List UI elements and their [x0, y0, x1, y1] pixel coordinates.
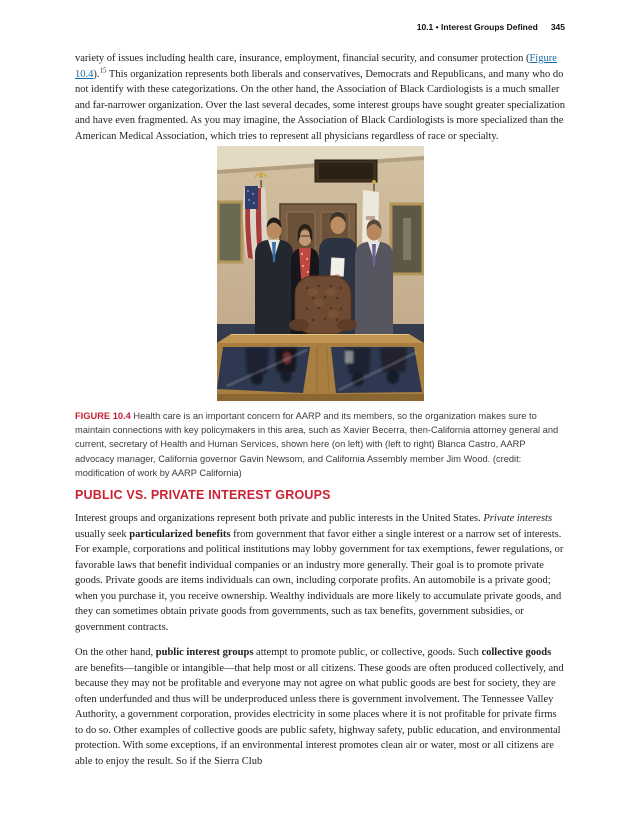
footnote-ref-15[interactable]: 15: [99, 66, 107, 74]
paragraph-text: variety of issues including health care, insurance, employment, financial security, and consumer protection (: [75, 53, 530, 64]
paragraph-text: ).: [93, 68, 100, 80]
running-head: [417, 22, 565, 32]
figure-10-4-link[interactable]: Figure 10.4: [75, 53, 557, 80]
figure-caption-text: Health care is an important concern for AARP and its members, so the organization makes sure to maintain connections with key policymakers in this area, such as Xavier Becerra, then-California attorney general and current, secretary of Health and Human Services, shown here (on left) with (left to right) Blanca Castro, AARP advocacy manager, California governor Gavin Newsom, and California Assembly member Jim Wood. (credit: modification of work by AARP California): [75, 411, 559, 478]
chair: [289, 276, 357, 334]
paragraph-text: usually seek: [75, 528, 130, 540]
running-head-section: 10.1 • Interest Groups Defined: [416, 22, 538, 32]
paragraph-text: On the other hand,: [75, 647, 156, 659]
figure-caption: [75, 409, 566, 480]
page-content: [75, 51, 566, 769]
paragraph-text: This organization represents both liberals and conservatives, Democrats and Republicans, and many who do not identify with these categorizations. On the other hand, the Association of Black Cardiologists is a much smaller and far-narrower organization. Over the last several decades, some interest groups have sought greater specialization and have even fragmented. As you may imagine, the Association of Black Cardiologists is more specialized than the American Medical Association, which tries to represent all physicians regardless of race or specialty.: [75, 68, 565, 142]
table: [217, 334, 424, 401]
paragraph-text: from government that favor either a single interest or a narrow set of interests. For example, corporations and political institutions may lobby government for tax exemptions, fewer regulations, or favorable laws that benefit individual companies or an industry more generally. Their goal is to promote private goods. Private goods are items individuals can own, including corporate profits. An automobile is a private good; when you purchase it, you receive ownership. Wealthy individuals are more likely to accumulate private goods, and they can sometimes obtain private goods from governments, such as tax benefits, government subsidies, or government contracts.: [75, 528, 564, 633]
term-particularized-benefits: particularized benefits: [129, 528, 231, 540]
figure-label: FIGURE 10.4: [75, 411, 131, 421]
page-number: 345: [550, 22, 565, 32]
paragraph: [75, 645, 566, 769]
term-collective-goods: collective goods: [481, 647, 552, 659]
figure-10-4: [75, 146, 566, 480]
paragraph-text: are benefits—tangible or intangible—that help most or all citizens. These goods are often produced collectively, and because they may not be profitable and everyone may not agree on what public goods are best for society, they are often underfunded and thus will be underproduced unless there is government involvement. The Tennessee Valley Authority, a government corporation, provides electricity in some places where it is not profitable for private firms to do so. Other examples of collective goods are public safety, highway safety, public education, and environmental protection. With some exceptions, if an environmental interest promotes clean air or water, most or all citizens are able to enjoy the result. So if the Sierra Club: [75, 662, 564, 767]
paragraph-text: Interest groups and organizations represent both private and public interests in the United States.: [75, 513, 484, 525]
paragraph-text: attempt to promote public, or collective, goods. Such: [253, 647, 482, 659]
section-heading: PUBLIC VS. PRIVATE INTEREST GROUPS: [75, 488, 331, 503]
term-public-interest-groups: public interest groups: [155, 647, 254, 659]
figure-photo: [217, 146, 424, 401]
paragraph: [75, 511, 566, 635]
paragraph: [75, 51, 566, 144]
term-private-interests: Private interests: [483, 513, 553, 525]
